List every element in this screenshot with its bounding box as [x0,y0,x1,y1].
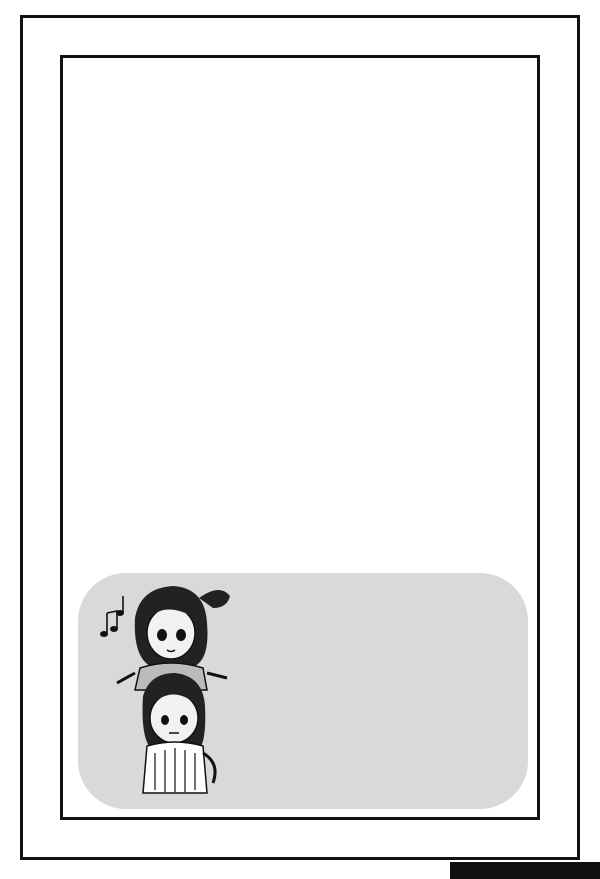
right-ornament-band [543,52,577,823]
twins-illustration [95,578,245,803]
panel-note [242,583,522,596]
top-ornament-band [23,18,577,52]
bottom-ornament-band [23,823,577,857]
left-ornament-band [23,52,57,823]
footer-url[interactable] [450,862,600,879]
